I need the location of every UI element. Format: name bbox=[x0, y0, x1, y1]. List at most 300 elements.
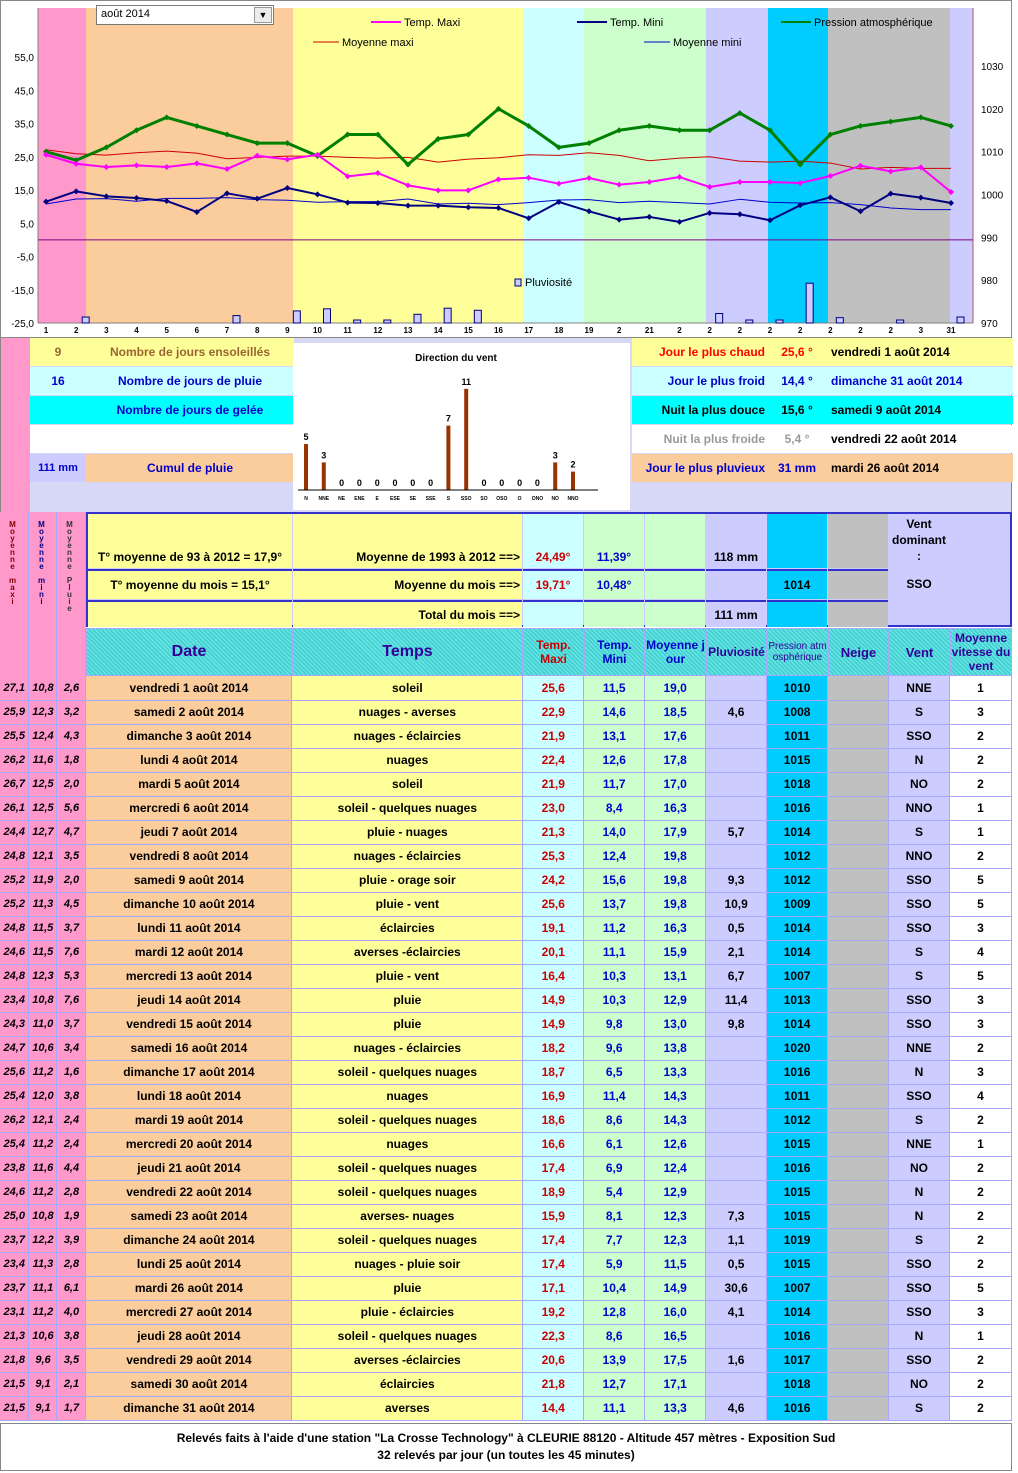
legend-maxi: Temp. Maxi bbox=[404, 17, 461, 29]
cell-tjour: 12,6 bbox=[645, 1132, 706, 1156]
cell-moy-pluie: 6,1 bbox=[57, 1276, 86, 1300]
x-tick-label: 10 bbox=[313, 326, 322, 335]
cell-pluvio: 4,6 bbox=[706, 700, 767, 724]
cell-moy-maxi: 25,6 bbox=[0, 1060, 29, 1084]
cell-temps: nuages bbox=[292, 1132, 523, 1156]
right-tick-label: 1000 bbox=[981, 190, 1004, 202]
total-row-label: Total du mois ==> bbox=[293, 600, 522, 627]
cell-moy-mini: 10,8 bbox=[29, 988, 57, 1012]
table-row bbox=[0, 1372, 1012, 1396]
cell-tjour: 16,0 bbox=[645, 1300, 706, 1324]
x-tick-label: 16 bbox=[494, 326, 503, 335]
cell-vent: NO bbox=[888, 772, 949, 796]
cell-moy-mini: 11,6 bbox=[29, 748, 57, 772]
cell-temps: pluie bbox=[292, 1012, 523, 1036]
cell-neige bbox=[828, 1276, 889, 1300]
cell-tmax: 19,2 bbox=[523, 1300, 584, 1324]
wind-count: 0 bbox=[392, 478, 398, 488]
cell-moy-maxi: 21,8 bbox=[0, 1348, 29, 1372]
cell-press: 1016 bbox=[767, 796, 828, 820]
left-tick-label: 55,0 bbox=[14, 53, 34, 64]
wind-dir-label: NNO bbox=[567, 496, 579, 502]
cell-vitesse: 2 bbox=[949, 748, 1011, 772]
cell-moy-mini: 10,6 bbox=[29, 1036, 57, 1060]
hot-day-label: Jour le plus chaud bbox=[632, 338, 767, 366]
cell-moy-pluie: 3,5 bbox=[57, 844, 86, 868]
cell-pluvio bbox=[706, 796, 767, 820]
x-tick-label: 13 bbox=[403, 326, 413, 335]
cell-temps: soleil - quelques nuages bbox=[292, 1108, 523, 1132]
cell-vitesse: 5 bbox=[949, 892, 1011, 916]
table-row bbox=[0, 1228, 1012, 1252]
cell-press: 1020 bbox=[767, 1036, 828, 1060]
cell-tjour: 19,8 bbox=[645, 844, 706, 868]
cell-press: 1016 bbox=[767, 1156, 828, 1180]
cell-date: mardi 19 août 2014 bbox=[86, 1108, 292, 1132]
right-tick-label: 1020 bbox=[981, 104, 1004, 116]
cell-date: samedi 23 août 2014 bbox=[86, 1204, 292, 1228]
cell-tjour: 13,8 bbox=[645, 1036, 706, 1060]
cell-pluvio bbox=[706, 1132, 767, 1156]
blank-cell-b bbox=[86, 425, 294, 453]
cell-moy-mini: 11,5 bbox=[29, 940, 57, 964]
wind-dir-label: ONO bbox=[531, 496, 544, 502]
x-tick-label: 19 bbox=[584, 326, 594, 335]
wind-direction-chart bbox=[293, 343, 630, 510]
rain-bar bbox=[233, 316, 240, 323]
cell-pluvio bbox=[706, 1036, 767, 1060]
x-tick-label: 31 bbox=[946, 326, 956, 335]
cell-moy-mini: 10,6 bbox=[29, 1324, 57, 1348]
rain-bar bbox=[444, 308, 451, 323]
left-tick-label: 15,0 bbox=[14, 186, 34, 197]
x-tick-label: 21 bbox=[644, 326, 654, 335]
cell-vitesse: 2 bbox=[949, 1348, 1011, 1372]
cell-tmin: 10,4 bbox=[584, 1276, 645, 1300]
cell-vitesse: 2 bbox=[949, 1252, 1011, 1276]
total-press bbox=[767, 600, 827, 627]
cell-pluvio bbox=[706, 1060, 767, 1084]
cell-vent: NO bbox=[888, 1372, 949, 1396]
table-row bbox=[0, 1276, 1012, 1300]
cell-tmax: 17,1 bbox=[523, 1276, 584, 1300]
hist-row-label: Moyenne de 1993 à 2012 ==> bbox=[293, 514, 522, 568]
cell-tmax: 20,1 bbox=[523, 940, 584, 964]
cell-moy-maxi: 24,3 bbox=[0, 1012, 29, 1036]
left-tick-label: 25,0 bbox=[14, 152, 34, 164]
cell-moy-maxi: 26,7 bbox=[0, 772, 29, 796]
cell-moy-mini: 9,1 bbox=[29, 1396, 57, 1420]
cell-temps: soleil - quelques nuages bbox=[292, 1324, 523, 1348]
cell-moy-mini: 11,2 bbox=[29, 1300, 57, 1324]
cell-date: jeudi 21 août 2014 bbox=[86, 1156, 292, 1180]
left-tick-label: 35,0 bbox=[14, 119, 34, 131]
cell-tjour: 13,0 bbox=[645, 1012, 706, 1036]
cell-moy-pluie: 4,3 bbox=[57, 724, 86, 748]
cell-press: 1009 bbox=[767, 892, 828, 916]
cell-date: lundi 18 août 2014 bbox=[86, 1084, 292, 1108]
cell-tmax: 14,9 bbox=[523, 988, 584, 1012]
x-tick-label: 2 bbox=[767, 326, 773, 335]
cell-moy-maxi: 23,1 bbox=[0, 1300, 29, 1324]
x-tick-label: 14 bbox=[433, 326, 443, 335]
x-tick-label: 1 bbox=[43, 326, 49, 335]
rain-total-label: Cumul de pluie bbox=[86, 454, 294, 482]
wind-count: 0 bbox=[339, 478, 345, 488]
cell-tjour: 13,3 bbox=[645, 1060, 706, 1084]
x-tick-label: 3 bbox=[918, 326, 924, 335]
cell-temps: nuages - averses bbox=[292, 700, 523, 724]
cell-moy-pluie: 2,4 bbox=[57, 1132, 86, 1156]
cell-moy-maxi: 25,0 bbox=[0, 1204, 29, 1228]
cell-vent: S bbox=[888, 1228, 949, 1252]
cell-tmin: 6,9 bbox=[584, 1156, 645, 1180]
cell-neige bbox=[828, 1180, 889, 1204]
wind-count: 0 bbox=[374, 478, 380, 488]
cell-temps: soleil - quelques nuages bbox=[292, 1180, 523, 1204]
cell-moy-pluie: 2,8 bbox=[57, 1180, 86, 1204]
x-tick-label: 2 bbox=[616, 326, 622, 335]
wind-dir-label: SSE bbox=[425, 496, 436, 502]
wind-bar bbox=[464, 389, 468, 490]
wind-dir-label: SE bbox=[409, 496, 417, 502]
cell-temps: nuages bbox=[292, 748, 523, 772]
cell-tjour: 16,3 bbox=[645, 916, 706, 940]
cell-neige bbox=[828, 796, 889, 820]
cell-moy-pluie: 1,7 bbox=[57, 1396, 86, 1420]
legend-mini: Temp. Mini bbox=[610, 17, 664, 29]
cell-moy-mini: 11,1 bbox=[29, 1276, 57, 1300]
cell-vent: SSO bbox=[888, 916, 949, 940]
table-row bbox=[0, 1252, 1012, 1276]
cell-pluvio bbox=[706, 724, 767, 748]
table-row bbox=[0, 964, 1012, 988]
soft-night-date: samedi 9 août 2014 bbox=[827, 396, 1013, 424]
cell-moy-mini: 12,5 bbox=[29, 796, 57, 820]
cell-moy-pluie: 3,4 bbox=[57, 1036, 86, 1060]
hist-maxi: 24,49° bbox=[523, 514, 583, 568]
wind-dir-label: O bbox=[517, 496, 522, 502]
cold-night-date: vendredi 22 août 2014 bbox=[827, 425, 1013, 453]
cell-date: dimanche 3 août 2014 bbox=[86, 724, 292, 748]
cell-press: 1015 bbox=[767, 1204, 828, 1228]
cell-neige bbox=[828, 1252, 889, 1276]
cell-tjour: 12,9 bbox=[645, 988, 706, 1012]
cell-press: 1015 bbox=[767, 748, 828, 772]
hot-day-date: vendredi 1 août 2014 bbox=[827, 338, 1013, 366]
cell-temps: soleil - quelques nuages bbox=[292, 1228, 523, 1252]
cell-tmin: 14,6 bbox=[584, 700, 645, 724]
cell-neige bbox=[828, 988, 889, 1012]
total-blank bbox=[88, 600, 292, 627]
cell-press: 1008 bbox=[767, 700, 828, 724]
cell-moy-mini: 9,1 bbox=[29, 1372, 57, 1396]
side-header-pluie bbox=[57, 512, 86, 676]
table-row bbox=[0, 772, 1012, 796]
cell-moy-pluie: 3,7 bbox=[57, 916, 86, 940]
cell-vent: NNO bbox=[888, 844, 949, 868]
cell-vent: NNE bbox=[888, 1132, 949, 1156]
x-tick-label: 15 bbox=[463, 326, 473, 335]
sunny-days-label: Nombre de jours ensoleillés bbox=[86, 338, 294, 366]
table-row bbox=[0, 1324, 1012, 1348]
cell-date: samedi 16 août 2014 bbox=[86, 1036, 292, 1060]
cell-moy-maxi: 23,4 bbox=[0, 988, 29, 1012]
x-tick-label: 2 bbox=[858, 326, 863, 335]
cell-neige bbox=[828, 1036, 889, 1060]
cell-tmax: 17,4 bbox=[523, 1228, 584, 1252]
cell-moy-pluie: 2,8 bbox=[57, 1252, 86, 1276]
left-tick-label: 5,0 bbox=[20, 219, 34, 231]
month-row-label: Moyenne du mois ==> bbox=[293, 569, 522, 599]
cell-pluvio bbox=[706, 1372, 767, 1396]
cell-vent: S bbox=[888, 940, 949, 964]
cell-date: lundi 11 août 2014 bbox=[86, 916, 292, 940]
rain-bar bbox=[324, 309, 331, 323]
cell-tmin: 7,7 bbox=[584, 1228, 645, 1252]
wind-count: 5 bbox=[303, 432, 309, 442]
cold-day-value: 14,4 ° bbox=[767, 367, 827, 395]
table-row bbox=[0, 700, 1012, 724]
cell-pluvio: 6,7 bbox=[706, 964, 767, 988]
x-tick-label: 12 bbox=[373, 326, 383, 335]
cell-tjour: 18,5 bbox=[645, 700, 706, 724]
cell-pluvio: 9,8 bbox=[706, 1012, 767, 1036]
rainy-day-value: 31 mm bbox=[767, 454, 827, 482]
cell-moy-pluie: 4,4 bbox=[57, 1156, 86, 1180]
cell-vitesse: 5 bbox=[949, 1276, 1011, 1300]
cell-tmin: 12,4 bbox=[584, 844, 645, 868]
cell-moy-mini: 11,0 bbox=[29, 1012, 57, 1036]
weather-chart bbox=[0, 0, 1012, 338]
cell-neige bbox=[828, 964, 889, 988]
soft-night-value: 15,6 ° bbox=[767, 396, 827, 424]
table-row bbox=[0, 868, 1012, 892]
cell-moy-mini: 11,2 bbox=[29, 1180, 57, 1204]
cell-moy-mini: 10,8 bbox=[29, 676, 57, 700]
cell-pluvio: 2,1 bbox=[706, 940, 767, 964]
cell-pluvio: 5,7 bbox=[706, 820, 767, 844]
x-tick-label: 2 bbox=[737, 326, 743, 335]
cell-moy-mini: 12,2 bbox=[29, 1228, 57, 1252]
wind-dir-label: NO bbox=[551, 496, 559, 502]
month-select-value: août 2014 bbox=[101, 8, 150, 20]
cell-tmin: 12,6 bbox=[584, 748, 645, 772]
daily-table bbox=[0, 512, 1012, 1421]
cold-day-date: dimanche 31 août 2014 bbox=[827, 367, 1013, 395]
cell-tmin: 13,9 bbox=[584, 1348, 645, 1372]
cell-moy-pluie: 4,7 bbox=[57, 820, 86, 844]
wind-bar bbox=[571, 472, 575, 490]
cell-press: 1011 bbox=[767, 1084, 828, 1108]
cell-tmax: 25,6 bbox=[523, 892, 584, 916]
cell-moy-maxi: 23,7 bbox=[0, 1228, 29, 1252]
cell-tmax: 15,9 bbox=[523, 1204, 584, 1228]
cell-moy-maxi: 24,8 bbox=[0, 916, 29, 940]
cell-vitesse: 5 bbox=[949, 868, 1011, 892]
cell-vitesse: 5 bbox=[949, 964, 1011, 988]
table-row bbox=[0, 1060, 1012, 1084]
cell-press: 1015 bbox=[767, 1132, 828, 1156]
cell-pluvio bbox=[706, 748, 767, 772]
cell-date: jeudi 14 août 2014 bbox=[86, 988, 292, 1012]
cell-moy-maxi: 24,6 bbox=[0, 940, 29, 964]
cell-vitesse: 2 bbox=[949, 772, 1011, 796]
rain-bar bbox=[957, 317, 964, 323]
wind-title: Direction du vent bbox=[415, 353, 497, 364]
cell-vent: S bbox=[888, 1108, 949, 1132]
cell-moy-mini: 11,6 bbox=[29, 1156, 57, 1180]
hist-mini: 11,39° bbox=[584, 514, 644, 568]
hist-pluie: 118 mm bbox=[706, 514, 766, 568]
cell-temps: pluie - nuages bbox=[292, 820, 523, 844]
table-row bbox=[0, 1036, 1012, 1060]
cell-neige bbox=[828, 676, 889, 700]
cell-date: mardi 26 août 2014 bbox=[86, 1276, 292, 1300]
cell-vitesse: 3 bbox=[949, 1060, 1011, 1084]
wind-bar bbox=[446, 426, 450, 490]
cell-vitesse: 1 bbox=[949, 820, 1011, 844]
rain-bar bbox=[897, 320, 904, 323]
total-blank-2 bbox=[645, 600, 705, 627]
cell-press: 1011 bbox=[767, 724, 828, 748]
cell-temps: pluie bbox=[292, 988, 523, 1012]
cell-tmin: 15,6 bbox=[584, 868, 645, 892]
x-tick-label: 11 bbox=[343, 326, 352, 335]
month-maxi: 19,71° bbox=[523, 569, 583, 599]
cell-press: 1019 bbox=[767, 1228, 828, 1252]
cell-vent: SSO bbox=[888, 892, 949, 916]
cell-tmax: 21,3 bbox=[523, 820, 584, 844]
month-select[interactable] bbox=[96, 5, 274, 25]
cell-tmin: 8,6 bbox=[584, 1108, 645, 1132]
cell-moy-mini: 11,3 bbox=[29, 1252, 57, 1276]
wind-dir-label: OSO bbox=[496, 496, 508, 502]
cell-press: 1014 bbox=[767, 1012, 828, 1036]
cell-tmin: 8,4 bbox=[584, 796, 645, 820]
cell-temps: pluie - éclaircies bbox=[292, 1300, 523, 1324]
cell-moy-pluie: 7,6 bbox=[57, 940, 86, 964]
cell-moy-mini: 12,5 bbox=[29, 772, 57, 796]
cell-vent: NNE bbox=[888, 676, 949, 700]
cell-moy-maxi: 23,8 bbox=[0, 1156, 29, 1180]
cell-date: lundi 4 août 2014 bbox=[86, 748, 292, 772]
table-row bbox=[0, 820, 1012, 844]
cell-neige bbox=[828, 1204, 889, 1228]
wind-bar bbox=[304, 444, 308, 490]
cell-moy-pluie: 1,9 bbox=[57, 1204, 86, 1228]
x-tick-label: 4 bbox=[134, 326, 139, 335]
cell-vent: SSO bbox=[888, 1084, 949, 1108]
cell-moy-mini: 9,6 bbox=[29, 1348, 57, 1372]
cell-vitesse: 3 bbox=[949, 988, 1011, 1012]
cell-date: vendredi 22 août 2014 bbox=[86, 1180, 292, 1204]
rain-bar bbox=[293, 311, 300, 323]
cell-press: 1017 bbox=[767, 1348, 828, 1372]
chevron-down-icon[interactable]: ▼ bbox=[254, 7, 272, 23]
side-header-mini-text: Moyenne mini bbox=[37, 520, 46, 604]
wind-count: 0 bbox=[517, 478, 523, 488]
cell-tmin: 11,1 bbox=[584, 940, 645, 964]
cell-moy-mini: 12,7 bbox=[29, 820, 57, 844]
cold-night-label: Nuit la plus froide bbox=[632, 425, 767, 453]
hot-day-value: 25,6 ° bbox=[767, 338, 827, 366]
chart-band bbox=[950, 8, 973, 323]
x-tick-label: 7 bbox=[224, 326, 230, 335]
cell-moy-pluie: 2,1 bbox=[57, 1372, 86, 1396]
table-row bbox=[0, 1300, 1012, 1324]
cell-pluvio: 4,1 bbox=[706, 1300, 767, 1324]
cell-vitesse: 3 bbox=[949, 1012, 1011, 1036]
cell-vitesse: 4 bbox=[949, 1084, 1011, 1108]
cell-date: jeudi 7 août 2014 bbox=[86, 820, 292, 844]
cell-moy-pluie: 1,6 bbox=[57, 1060, 86, 1084]
month-press: 1014 bbox=[767, 569, 827, 599]
chart-band bbox=[38, 8, 86, 323]
rain-bar bbox=[384, 320, 391, 323]
cell-tjour: 17,1 bbox=[645, 1372, 706, 1396]
cell-moy-maxi: 25,4 bbox=[0, 1084, 29, 1108]
cell-tmax: 16,4 bbox=[523, 964, 584, 988]
chart-band bbox=[523, 8, 584, 323]
cell-tmax: 17,4 bbox=[523, 1252, 584, 1276]
cell-tmax: 18,6 bbox=[523, 1108, 584, 1132]
cell-vent: SSO bbox=[888, 1300, 949, 1324]
hist-press bbox=[767, 514, 827, 568]
cell-moy-pluie: 3,9 bbox=[57, 1228, 86, 1252]
x-tick-label: 2 bbox=[797, 326, 803, 335]
cell-tmin: 11,1 bbox=[584, 1396, 645, 1420]
cell-moy-mini: 11,5 bbox=[29, 916, 57, 940]
x-tick-label: 5 bbox=[164, 326, 169, 335]
col-header-temps: Temps bbox=[292, 628, 523, 676]
cell-moy-maxi: 24,8 bbox=[0, 844, 29, 868]
cell-vitesse: 2 bbox=[949, 1204, 1011, 1228]
cell-press: 1018 bbox=[767, 1372, 828, 1396]
x-tick-label: 9 bbox=[285, 326, 290, 335]
cell-date: mercredi 13 août 2014 bbox=[86, 964, 292, 988]
cold-night-value: 5,4 ° bbox=[767, 425, 827, 453]
wind-dir-label: ENE bbox=[354, 496, 365, 502]
cell-pluvio bbox=[706, 1180, 767, 1204]
cell-tmin: 10,3 bbox=[584, 988, 645, 1012]
wind-count: 11 bbox=[461, 376, 471, 387]
soft-night-label: Nuit la plus douce bbox=[632, 396, 767, 424]
wind-dir-label: NE bbox=[338, 496, 346, 502]
table-row bbox=[0, 748, 1012, 772]
side-header-maxi bbox=[0, 512, 29, 676]
col-header-tmin: Temp. Mini bbox=[584, 628, 645, 676]
legend-press: Pression atmosphérique bbox=[814, 17, 933, 29]
cell-vitesse: 2 bbox=[949, 1396, 1011, 1420]
cell-neige bbox=[828, 844, 889, 868]
cell-moy-pluie: 3,8 bbox=[57, 1084, 86, 1108]
cell-vent: NO bbox=[888, 1156, 949, 1180]
cell-tmin: 11,5 bbox=[584, 676, 645, 700]
cell-press: 1014 bbox=[767, 916, 828, 940]
table-row bbox=[0, 796, 1012, 820]
cell-moy-maxi: 26,2 bbox=[0, 1108, 29, 1132]
cell-vent: S bbox=[888, 964, 949, 988]
left-tick-label: -5,0 bbox=[16, 252, 34, 264]
cell-pluvio bbox=[706, 772, 767, 796]
cell-moy-pluie: 3,5 bbox=[57, 1348, 86, 1372]
cell-tmax: 22,9 bbox=[523, 700, 584, 724]
chart-band bbox=[584, 8, 706, 323]
cell-press: 1016 bbox=[767, 1060, 828, 1084]
cell-tmax: 22,3 bbox=[523, 1324, 584, 1348]
cell-tmin: 11,7 bbox=[584, 772, 645, 796]
